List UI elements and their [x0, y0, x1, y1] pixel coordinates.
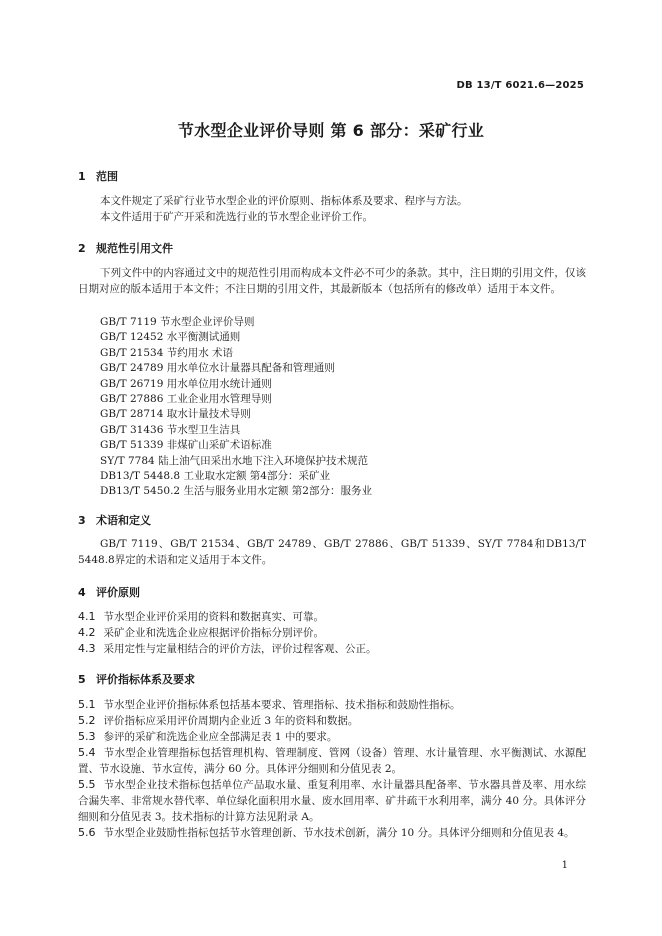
reference-item: GB/T 31436 节水型卫生洁具 [100, 423, 241, 436]
clause-text: 节水型企业评价采用的资料和数据真实、可靠。 [103, 611, 324, 623]
section-1-heading [78, 168, 118, 184]
section-number: 2 [78, 242, 86, 255]
clause-number: 4.2 [78, 626, 96, 639]
clause-4-1 [78, 609, 586, 625]
section-3-heading [78, 512, 151, 528]
section-title: 评价原则 [96, 586, 140, 599]
clause-text: 采用定性与定量相结合的评价方法，评价过程客观、公正。 [103, 643, 377, 655]
section-1-paragraph-2: 本文件适用于矿产开采和洗选行业的节水型企业评价工作。 [100, 211, 373, 223]
reference-item: GB/T 26719 用水单位用水统计通则 [100, 377, 272, 390]
section-number: 5 [78, 673, 86, 686]
page-number: 1 [561, 860, 568, 871]
section-1-paragraph-1: 本文件规定了采矿行业节水型企业的评价原则、指标体系及要求、程序与方法。 [100, 195, 468, 207]
reference-item: SY/T 7784 陆上油气田采出水地下注入环境保护技术规范 [100, 454, 369, 467]
clause-number: 4.1 [78, 610, 96, 623]
reference-item: GB/T 51339 非煤矿山采矿术语标准 [100, 439, 272, 452]
section-3-paragraph-1: GB/T 7119、GB/T 21534、GB/T 24789、GB/T 27886、GB/T 51339、SY/T 7784和DB13/T 5448.8界定的术语和定义适用于本文件。 [78, 538, 586, 566]
reference-item: DB13/T 5448.8 工业取水定额 第4部分：采矿业 [100, 469, 330, 482]
normative-references-list [100, 315, 372, 500]
section-number: 4 [78, 586, 86, 599]
clause-text: 节水型企业技术指标包括单位产品取水量、重复利用率、水计量器具配备率、节水器具普及率、用水综合漏失率、非常规水替代率、单位绿化面积用水量、废水回用率、矿井疏干水利用率，满分 40 分。具体评分细则和分值见表 3。技术指标的计算方法见附录 A。 [78, 779, 586, 823]
reference-item: DB13/T 5450.2 生活与服务业用水定额 第2部分：服务业 [100, 485, 372, 498]
clause-5-4 [78, 745, 586, 777]
clause-number: 5.6 [78, 826, 96, 839]
clause-5-5 [78, 777, 586, 825]
clause-number: 5.3 [78, 730, 96, 743]
section-title: 术语和定义 [96, 514, 151, 527]
reference-item: GB/T 21534 节约用水 术语 [100, 346, 234, 359]
reference-item: GB/T 12452 水平衡测试通则 [100, 331, 241, 344]
section-2-heading [78, 240, 173, 256]
section-title: 规范性引用文件 [96, 242, 173, 255]
standard-code: DB 13/T 6021.6—2025 [456, 80, 584, 91]
clause-number: 5.2 [78, 714, 96, 727]
section-4-heading [78, 584, 140, 600]
section-title: 范围 [96, 170, 118, 183]
clause-number: 4.3 [78, 642, 96, 655]
reference-item: GB/T 7119 节水型企业评价导则 [100, 316, 255, 328]
clause-text: 评价指标应采用评价周期内企业近 3 年的资料和数据。 [103, 715, 359, 727]
reference-item: GB/T 28714 取水计量技术导则 [100, 408, 251, 421]
clause-text: 采矿企业和洗选企业应根据评价指标分别评价。 [103, 627, 324, 639]
clause-number: 5.4 [78, 746, 96, 759]
clause-text: 参评的采矿和洗选企业应全部满足表 1 中的要求。 [103, 731, 338, 743]
section-number: 3 [78, 514, 86, 527]
section-number: 1 [78, 170, 86, 183]
clause-4-3 [78, 641, 586, 657]
clause-5-1 [78, 697, 586, 713]
clause-text: 节水型企业管理指标包括管理机构、管理制度、管网（设备）管理、水计量管理、水平衡测试、水源配置、节水设施、节水宣传，满分 60 分。具体评分细则和分值见表 2。 [78, 747, 586, 775]
clause-5-2 [78, 713, 586, 729]
clause-text: 节水型企业鼓励性指标包括节水管理创新、节水技术创新，满分 10 分。具体评分细则和分值见表 4。 [103, 827, 575, 839]
section-2-paragraph-1: 下列文件中的内容通过文中的规范性引用而构成本文件必不可少的条款。其中，注日期的引用文件，仅该日期对应的版本适用于本文件；不注日期的引用文件，其最新版本（包括所有的修改单）适用于本文件。 [78, 267, 586, 295]
reference-item: GB/T 24789 用水单位水计量器具配备和管理通则 [100, 362, 335, 375]
clause-text: 节水型企业评价指标体系包括基本要求、管理指标、技术指标和鼓励性指标。 [103, 699, 461, 711]
clause-5-3 [78, 729, 586, 745]
document-title: 节水型企业评价导则 第 6 部分：采矿行业 [177, 121, 485, 140]
clause-number: 5.5 [78, 778, 96, 791]
clause-5-6 [78, 825, 586, 841]
section-5-heading [78, 671, 195, 687]
clause-4-2 [78, 625, 586, 641]
reference-item: GB/T 27886 工业企业用水管理导则 [100, 392, 272, 405]
section-title: 评价指标体系及要求 [96, 673, 195, 686]
clause-number: 5.1 [78, 698, 96, 711]
